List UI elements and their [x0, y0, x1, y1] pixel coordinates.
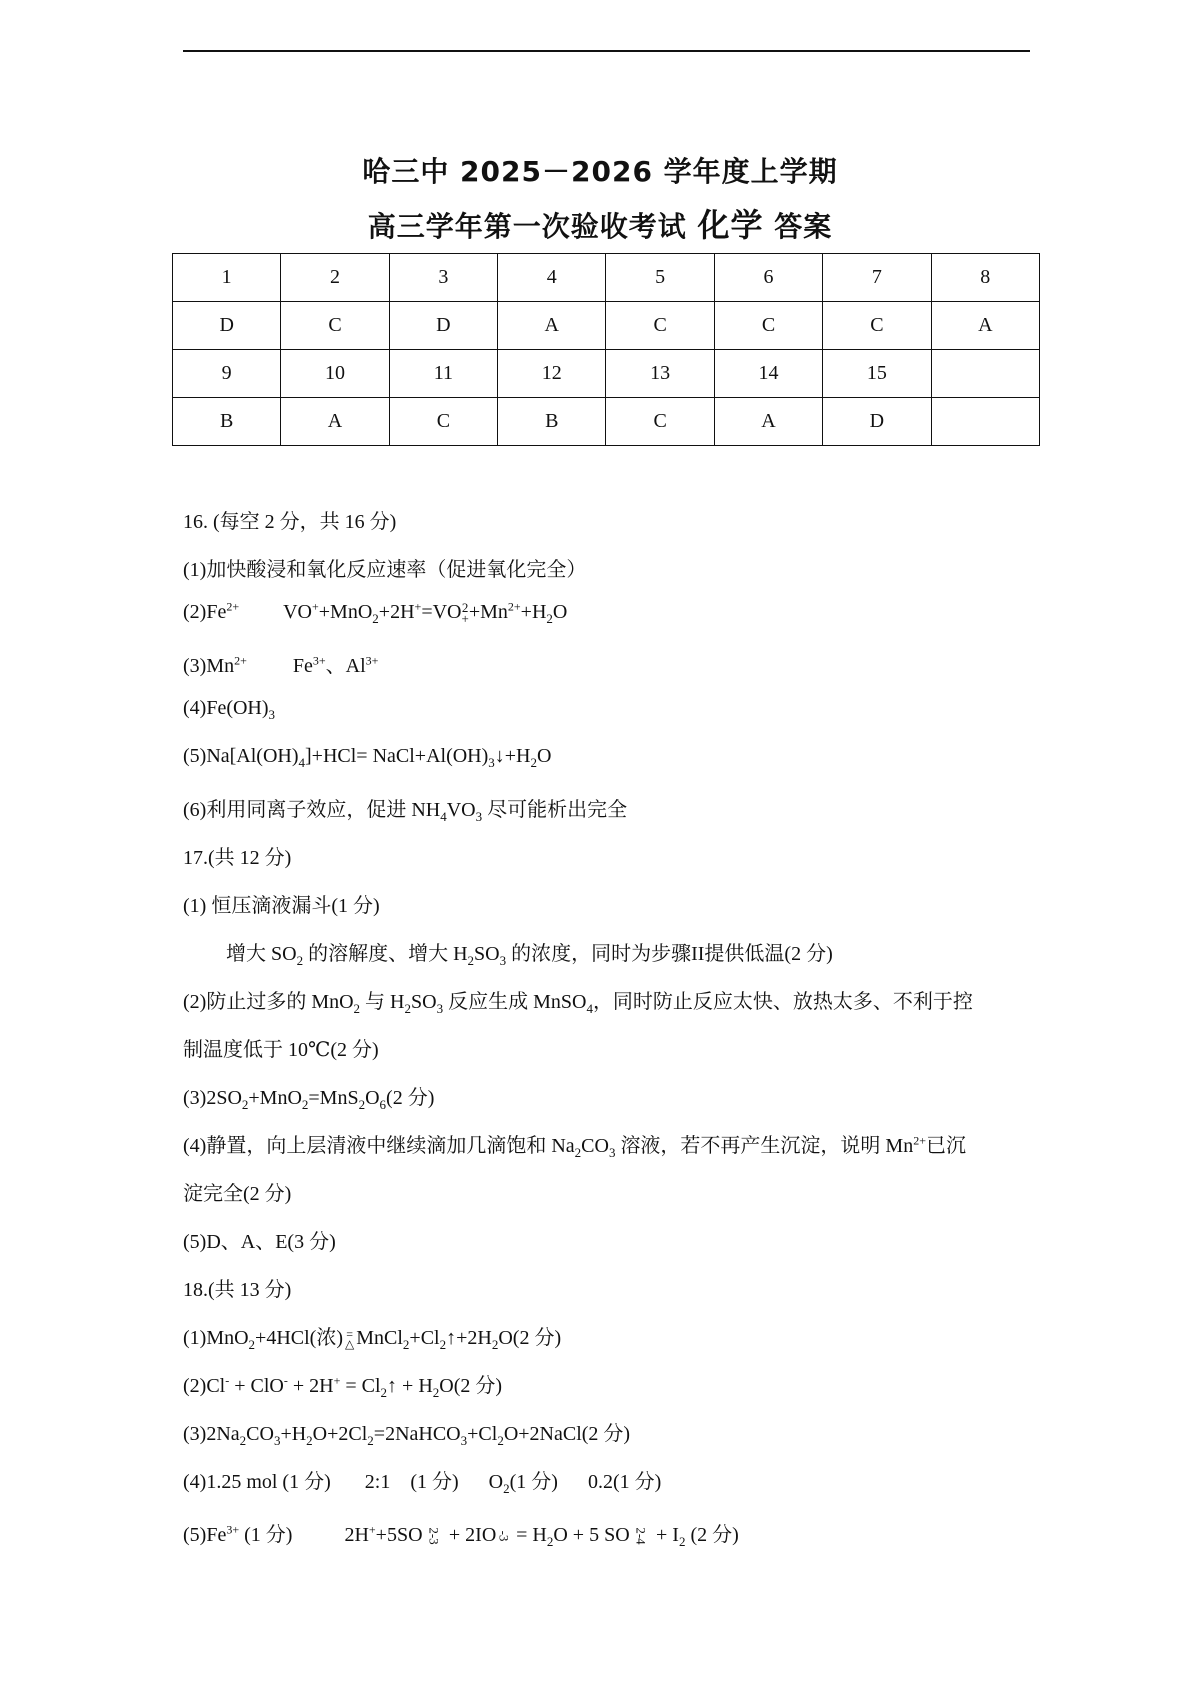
answer-table-cell: A — [931, 302, 1039, 350]
answer-table-cell: 9 — [173, 350, 281, 398]
q16-heading: 16. (每空 2 分，共 16 分) — [183, 511, 397, 533]
subtitle-subject: 化学 — [697, 206, 764, 244]
q18-answer-1: (1)MnO$_2$+4HCl(浓) = △ $MnCl_2+Cl_2↑+2H_2O(2$ 分) — [183, 1327, 562, 1352]
q16-answer-3: $(3)Mn^{2+}$ $Fe^{3+}$、$Al^{3+}$ — [183, 653, 379, 677]
answer-table-cell: C — [606, 398, 714, 446]
answer-table-row — [173, 398, 1040, 446]
q18-answer-2: $(2)Cl^- + ClO^- + 2H^+ = Cl_2↑ + H_2O(2$ 分) — [183, 1373, 503, 1400]
q17-heading: 17.(共 12 分) — [183, 847, 292, 869]
answer-table-cell — [931, 398, 1039, 446]
q16-answer-5: $(5)Na[Al(OH)_4]+HCl=$ $NaCl+Al(OH)_3↓+H_2O$ — [183, 745, 552, 770]
answer-table-cell: C — [606, 302, 714, 350]
q17-answer-1b: 增大 $SO_2$ 的溶解度、增大 $H_2SO_3$ 的浓度，同时为步骤II提供低温(2 分) — [226, 943, 833, 968]
q18-answer-4: (4)1.25 mol (1 分) 2:1 (1 分) $O_2(1$ 分) 0.2(1 分) — [183, 1471, 662, 1496]
answer-table-cell: 1 — [173, 254, 281, 302]
q16-answer-2: $(2)Fe^{2+}$ VO++MnO$_2$+2H+=VO2 $++Mn^{2+}+H_2O$ — [183, 599, 568, 627]
document-subtitle — [0, 200, 1200, 246]
header-rule — [183, 50, 1030, 52]
answer-table-cell: 13 — [606, 350, 714, 398]
answer-table-cell: D — [173, 302, 281, 350]
answer-table-cell: D — [823, 398, 931, 446]
answer-table-cell: 6 — [714, 254, 822, 302]
answer-table-cell: 5 — [606, 254, 714, 302]
q18-heading: 18.(共 13 分) — [183, 1279, 292, 1301]
answer-table-cell: 7 — [823, 254, 931, 302]
answer-table-cell: A — [714, 398, 822, 446]
answer-table-cell: B — [173, 398, 281, 446]
q17-answer-1: (1) 恒压滴液漏斗(1 分) — [183, 895, 380, 917]
subtitle-part-a: 高三学年第一次验收考试 — [367, 210, 698, 243]
answer-table-cell: C — [823, 302, 931, 350]
q17-answer-2: (2)防止过多的 MnO$_2$ 与 $H_2SO_3$ 反应生成 MnSO$_4$，同时防止反应太快、放热太多、不利于控 — [183, 991, 973, 1016]
answer-table-cell: 10 — [281, 350, 389, 398]
answer-table-cell: B — [498, 398, 606, 446]
answer-table-cell: 2 — [281, 254, 389, 302]
q17-answer-3: $(3)2SO_2+MnO_2=MnS_2O_6(2$ 分) — [183, 1087, 435, 1112]
answer-table-row — [173, 254, 1040, 302]
answer-table-cell: A — [498, 302, 606, 350]
answer-table-row — [173, 302, 1040, 350]
answer-table-cell: 3 — [389, 254, 497, 302]
q18-answer-5: $(5)Fe^{3+}$ (1 分) 2H++5SO $2-3 + 2IO-3 = H_2O + 5$ SO $2-4 + I_2$ (2 分) — [183, 1522, 739, 1549]
subtitle-part-c: 答案 — [763, 210, 833, 243]
answer-table-cell: C — [389, 398, 497, 446]
answer-table-cell: 15 — [823, 350, 931, 398]
answer-table-cell: D — [389, 302, 497, 350]
q18-answer-3: $(3)2Na_2CO_3+H_2O+2Cl_2=2NaHCO_3+Cl_2O+2NaCl(2$ 分) — [183, 1423, 631, 1448]
q17-answer-5: (5)D、A、E(3 分) — [183, 1231, 336, 1253]
answer-table — [172, 253, 1040, 446]
document-title: 哈三中 2025－2026 学年度上学期 — [362, 155, 838, 188]
q16-answer-6: (6)利用同离子效应，促进 $NH_4VO_3$ 尽可能析出完全 — [183, 799, 628, 824]
answer-table-cell: 11 — [389, 350, 497, 398]
q17-answer-4-cont: 淀完全(2 分) — [183, 1183, 292, 1205]
answer-table-cell: 4 — [498, 254, 606, 302]
q17-answer-4: (4)静置，向上层清液中继续滴加几滴饱和 $Na_2CO_3$ 溶液，若不再产生沉淀，说明 $Mn^{2+}$已沉 — [183, 1133, 967, 1160]
answer-table-cell — [931, 350, 1039, 398]
answer-table-cell: C — [714, 302, 822, 350]
answer-table-cell: C — [281, 302, 389, 350]
answer-table-cell: A — [281, 398, 389, 446]
q16-answer-1: (1)加快酸浸和氧化反应速率（促进氧化完全） — [183, 559, 587, 581]
q16-answer-4: $(4)Fe(OH)_3$ — [183, 697, 276, 722]
answer-table-cell: 8 — [931, 254, 1039, 302]
answer-table-cell: 12 — [498, 350, 606, 398]
answer-table-cell: 14 — [714, 350, 822, 398]
answer-table-row — [173, 350, 1040, 398]
q17-answer-2-cont: 制温度低于 10℃(2 分) — [183, 1039, 379, 1061]
